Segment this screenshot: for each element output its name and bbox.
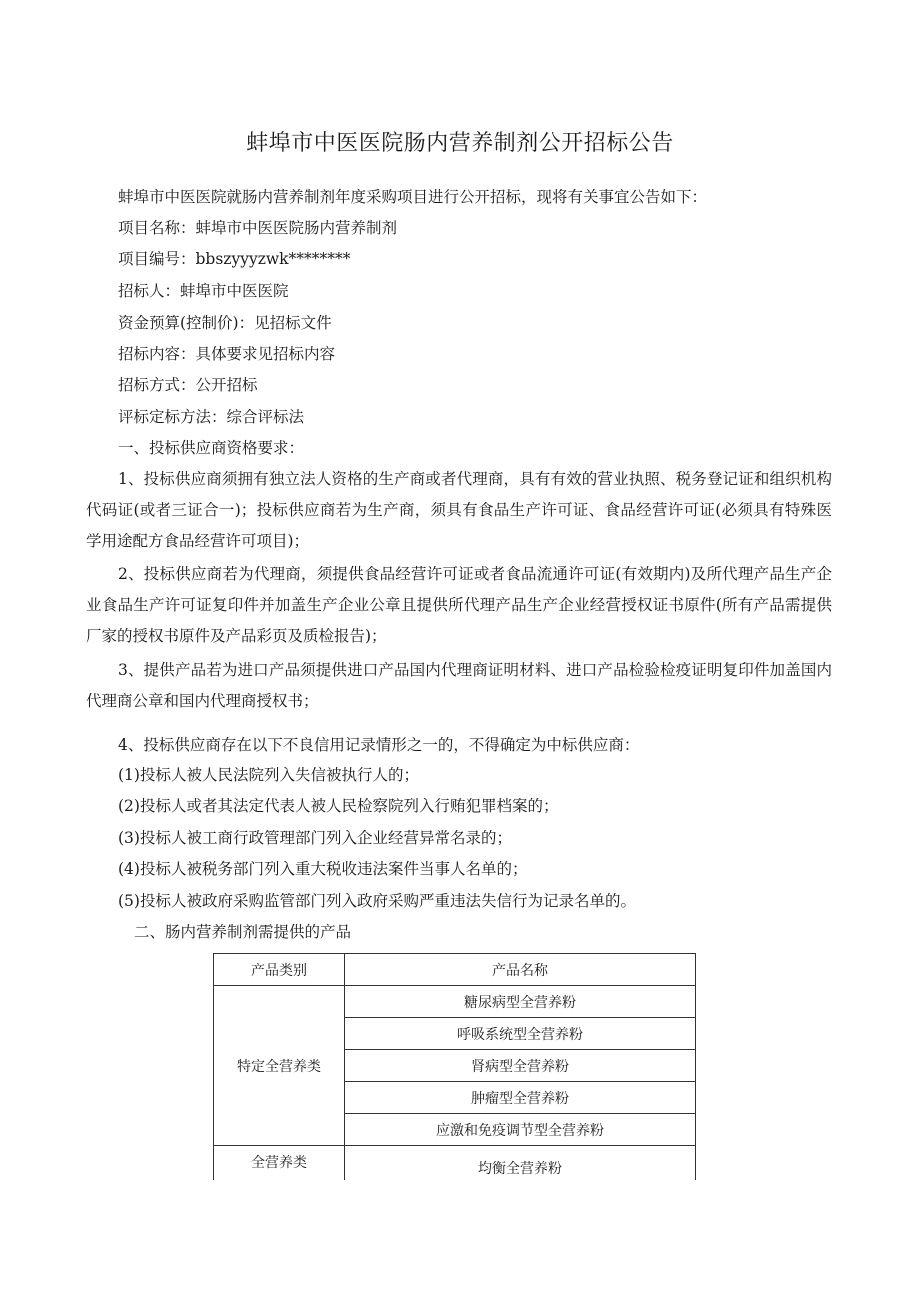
field-project-name: 项目名称：蚌埠市中医医院肠内营养制剂	[118, 219, 398, 237]
category-cell: 特定全营养类	[214, 986, 345, 1146]
product-cell: 应激和免疫调节型全营养粉	[345, 1114, 696, 1146]
field-tenderer: 招标人：蚌埠市中医医院	[118, 282, 289, 300]
table-row	[214, 986, 696, 1018]
field-method: 招标方式：公开招标	[118, 376, 258, 394]
table-header-row	[214, 954, 696, 986]
field-evaluation: 评标定标方法：综合评标法	[118, 408, 305, 426]
product-cell: 呼吸系统型全营养粉	[345, 1018, 696, 1050]
requirement-3: 3、提供产品若为进口产品须提供进口产品国内代理商证明材料、进口产品检验检疫证明复印件加盖国内代理商公章和国内代理商授权书；	[86, 661, 832, 710]
product-cell: 肿瘤型全营养粉	[345, 1082, 696, 1114]
bad-record-item: (4)投标人被税务部门列入重大税收违法案件当事人名单的；	[118, 860, 528, 878]
bad-record-item: (2)投标人或者其法定代表人被人民检察院列入行贿犯罪档案的；	[118, 797, 559, 815]
product-cell: 糖尿病型全营养粉	[345, 986, 696, 1018]
table-row	[214, 1146, 696, 1180]
category-cell: 全营养类	[214, 1146, 345, 1180]
bad-record-item: (3)投标人被工商行政管理部门列入企业经营异常名录的；	[118, 829, 512, 847]
bad-record-item: (5)投标人被政府采购监管部门列入政府采购严重违法失信行为记录名单的。	[118, 892, 636, 910]
bad-record-item: (1)投标人被人民法院列入失信被执行人的；	[118, 766, 419, 784]
document-title: 蚌埠市中医医院肠内营养制剂公开招标公告	[246, 131, 674, 156]
product-cell: 肾病型全营养粉	[345, 1050, 696, 1082]
field-content: 招标内容：具体要求见招标内容	[118, 345, 336, 363]
field-project-number: 项目编号：bbszyyyzwk********	[118, 250, 351, 268]
requirement-2: 2、投标供应商若为代理商，须提供食品经营许可证或者食品流通许可证(有效期内)及所代理产品生产企业食品生产许可证复印件并加盖生产企业公章且提供所代理产品生产企业经营授权证书原件(所有产品需提供厂家的授权书原件及产品彩页及质检报告)；	[86, 565, 832, 645]
requirement-1: 1、投标供应商须拥有独立法人资格的生产商或者代理商，具有有效的营业执照、税务登记证和组织机构代码证(或者三证合一)；投标供应商若为生产商，须具有食品生产许可证、食品经营许可证(必须具有特殊医学用途配方食品经营许可项目)；	[86, 470, 832, 550]
intro-text: 蚌埠市中医医院就肠内营养制剂年度采购项目进行公开招标，现将有关事宜公告如下：	[118, 188, 708, 206]
header-product-name: 产品名称	[345, 954, 696, 986]
header-category: 产品类别	[214, 954, 345, 986]
section2-heading: 二、肠内营养制剂需提供的产品	[134, 923, 352, 941]
field-budget: 资金预算(控制价)：见招标文件	[118, 314, 332, 332]
section1-heading: 一、投标供应商资格要求：	[118, 439, 305, 457]
requirement-4: 4、投标供应商存在以下不良信用记录情形之一的，不得确定为中标供应商：	[118, 736, 640, 754]
product-table	[213, 953, 696, 1180]
product-cell: 均衡全营养粉	[345, 1146, 696, 1180]
